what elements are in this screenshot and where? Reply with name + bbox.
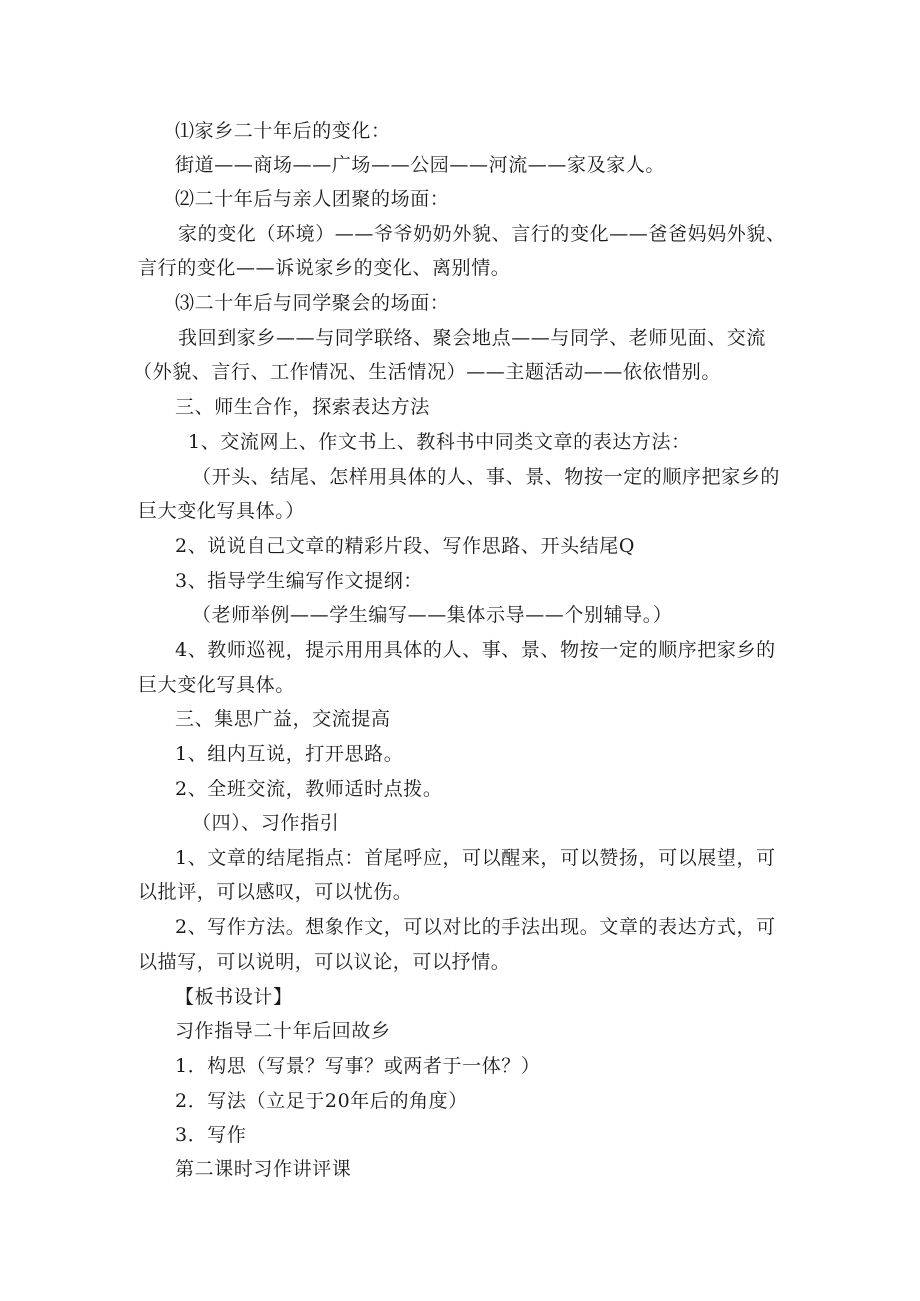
text-line: 以批评，可以感叹，可以忧伤。 — [138, 881, 413, 903]
section-heading: 三、师生合作，探索表达方法 — [175, 396, 430, 418]
text-line: （开头、结尾、怎样用具体的人、事、景、物按一定的顺序把家乡的 — [192, 466, 781, 488]
text-line: 1、文章的结尾指点：首尾呼应，可以醒来，可以赞扬，可以展望，可 — [175, 847, 776, 869]
text-line: 习作指导二十年后回故乡 — [175, 1020, 391, 1042]
text-line: 巨大变化写具体。） — [138, 500, 305, 522]
text-line: ⑵二十年后与亲人团聚的场面： — [175, 188, 450, 210]
text-line: ⑴家乡二十年后的变化： — [175, 120, 391, 142]
text-line: 3、指导学生编写作文提纲： — [175, 570, 423, 592]
text-line: （老师举例——学生编写——集体示导——个别辅导。） — [192, 604, 673, 626]
text-line: 我回到家乡——与同学联络、聚会地点——与同学、老师见面、交流 — [178, 327, 767, 349]
text-line: 4、教师巡视，提示用用具体的人、事、景、物按一定的顺序把家乡的 — [175, 639, 776, 661]
text-line: 1．构思（写景？写事？或两者于一体？） — [175, 1055, 541, 1077]
text-line: 言行的变化——诉说家乡的变化、离别情。 — [138, 257, 511, 279]
text-line: 巨大变化写具体。 — [138, 674, 295, 696]
section-heading: 三、集思广益，交流提高 — [175, 708, 391, 730]
text-line: 1、组内互说，打开思路。 — [175, 743, 404, 765]
text-line: （外貌、言行、工作情况、生活情况）——主题活动——依依惜别。 — [133, 361, 722, 383]
text-line: 第二课时习作讲评课 — [175, 1158, 352, 1180]
text-line: 以描写，可以说明，可以议论，可以抒情。 — [138, 951, 511, 973]
text-line: 2、说说自己文章的精彩片段、写作思路、开头结尾Q — [175, 535, 636, 557]
text-line: 2、写作方法。想象作文，可以对比的手法出现。文章的表达方式，可 — [175, 916, 776, 938]
text-line: 3．写作 — [175, 1124, 247, 1146]
text-line: 街道——商场——广场——公园——河流——家及家人。 — [175, 154, 666, 176]
text-line: 1、交流网上、作文书上、教科书中同类文章的表达方法： — [188, 431, 691, 453]
text-line: 2．写法（立足于20年后的角度） — [175, 1090, 468, 1112]
text-line: 家的变化（环境）——爷爷奶奶外貌、言行的变化——爸爸妈妈外貌、 — [178, 223, 786, 245]
text-line: ⑶二十年后与同学聚会的场面： — [175, 292, 450, 314]
section-heading: 【板书设计】 — [175, 986, 293, 1008]
section-heading: （四）、习作指引 — [192, 812, 340, 834]
text-line: 2、全班交流，教师适时点拨。 — [175, 778, 443, 800]
